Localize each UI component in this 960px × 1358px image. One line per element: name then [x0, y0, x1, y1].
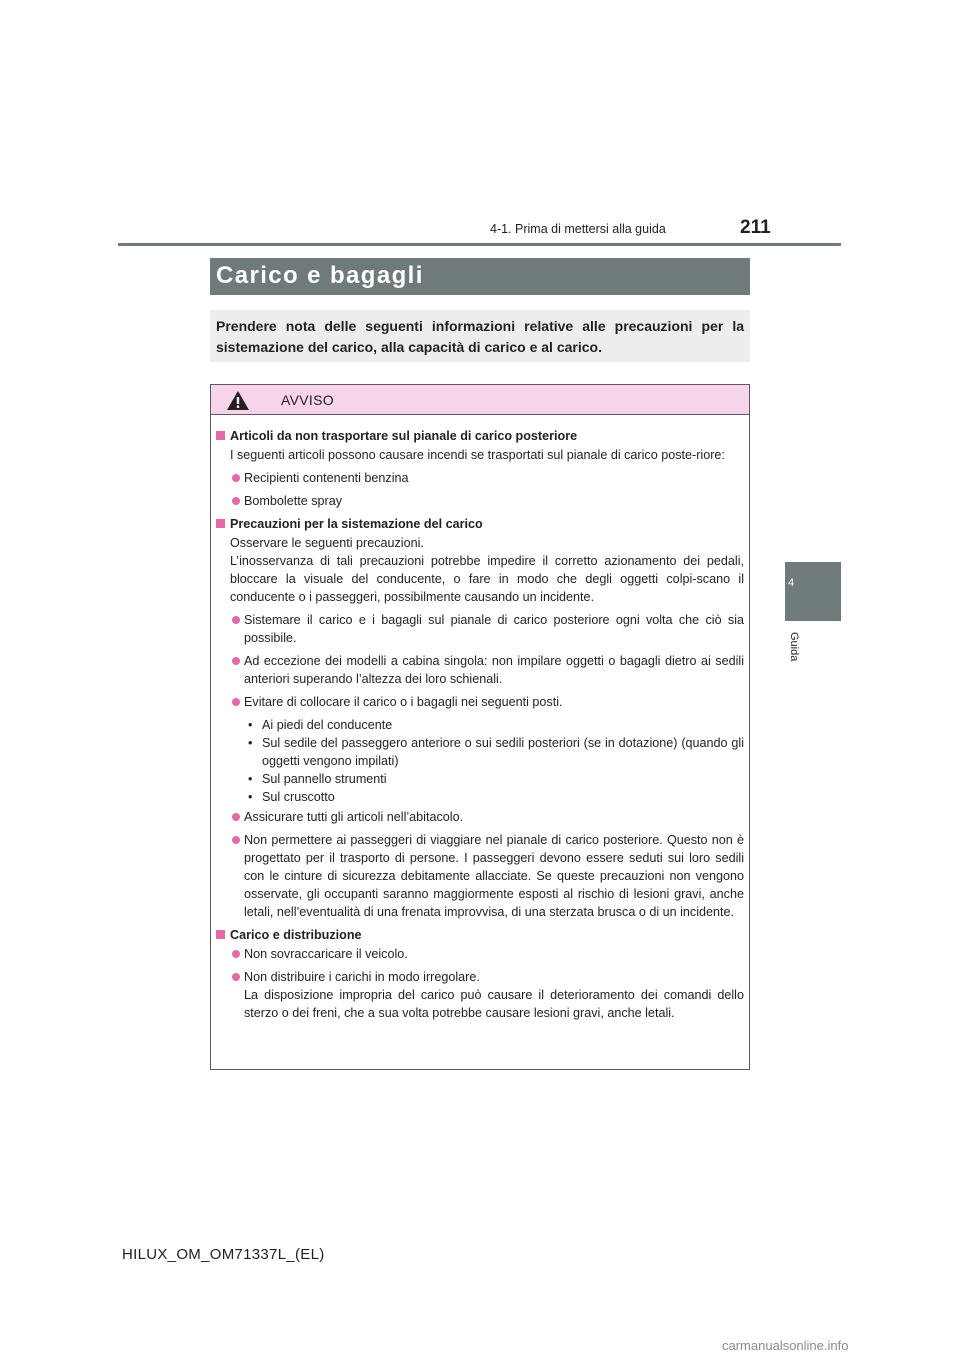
dot-bullet-icon: •: [248, 718, 253, 732]
sub-list-item-text: Sul pannello strumenti: [262, 772, 387, 786]
header-rule: [118, 243, 841, 246]
circle-bullet-icon: [232, 836, 240, 844]
list-item: [216, 945, 744, 963]
list-item-text: Non distribuire i carichi in modo irregolare.: [244, 970, 480, 984]
sub-list: [216, 716, 744, 806]
intro-text: Prendere nota delle seguenti informazioni relative alle precauzioni per la sistemazione del carico, alla capacità di carico e al carico.: [216, 318, 744, 355]
list-item: [216, 611, 744, 647]
sub-list-item: [248, 770, 744, 788]
list-item: [216, 693, 744, 711]
dot-bullet-icon: •: [248, 790, 253, 804]
section-heading-text: Carico e distribuzione: [230, 928, 362, 942]
section-heading-text: Articoli da non trasportare sul pianale di carico posteriore: [230, 429, 578, 443]
circle-bullet-icon: [232, 616, 240, 624]
section-text: Osservare le seguenti precauzioni.: [230, 536, 424, 550]
circle-bullet-icon: [232, 474, 240, 482]
section-heading-text: Precauzioni per la sistemazione del carico: [230, 517, 483, 531]
circle-bullet-icon: [232, 657, 240, 665]
list-item-text: Recipienti contenenti benzina: [244, 471, 409, 485]
square-bullet-icon: [216, 930, 225, 939]
list-item-text: Sistemare il carico e i bagagli sul pianale di carico posteriore ogni volta che ciò sia possibile.: [244, 613, 744, 645]
circle-bullet-icon: [232, 497, 240, 505]
list-item-continuation: La disposizione impropria del carico può causare il deterioramento dei comandi dello sterzo o dei freni, che a sua volta potrebbe causare lesioni gravi, anche letali.: [244, 988, 744, 1020]
section-heading: [216, 427, 744, 445]
list-item-text: Assicurare tutti gli articoli nell’abitacolo.: [244, 810, 464, 824]
warning-title: AVVISO: [281, 392, 334, 408]
list-item-text: Non sovraccaricare il veicolo.: [244, 947, 408, 961]
sub-list-item-text: Sul cruscotto: [262, 790, 335, 804]
dot-bullet-icon: •: [248, 736, 253, 750]
list-item: [216, 968, 744, 986]
sub-list-item: [248, 734, 744, 770]
warning-header: [211, 385, 749, 415]
circle-bullet-icon: [232, 950, 240, 958]
warning-box: [210, 384, 750, 1070]
warning-body: [216, 427, 744, 1027]
page-number: 211: [740, 217, 771, 238]
list-item-text: Non permettere ai passeggeri di viaggiare nel pianale di carico posteriore. Questo non è progettato per il trasporto di persone. I passeggeri devono essere seduti sui loro sedili con le cinture di sicurezza debitamente allacciate. Se queste precauzioni non vengono osservate, gli occupanti saranno maggiormente esposti al rischio di lesioni gravi, anche letali, nell’eventualità di una frenata improvvisa, di una sterzata brusca o di un incidente.: [244, 833, 744, 919]
sub-list-item: [248, 716, 744, 734]
list-item-text: Evitare di collocare il carico o i bagagli nei seguenti posti.: [244, 695, 563, 709]
section-text: L’inosservanza di tali precauzioni potrebbe impedire il corretto azionamento dei pedali, bloccare la visuale del conducente, o fare in modo che degli oggetti colpi-scano il conducente o i passeggeri, possibilmente causando un incidente.: [230, 554, 744, 604]
side-tab: [785, 562, 841, 621]
circle-bullet-icon: [232, 973, 240, 981]
dot-bullet-icon: •: [248, 772, 253, 786]
side-tab-number: 4: [788, 577, 795, 589]
sub-list-item-text: Ai piedi del conducente: [262, 718, 393, 732]
footer-code: HILUX_OM_OM71337L_(EL): [122, 1246, 325, 1263]
section-heading: [216, 926, 744, 944]
list-item: [216, 492, 744, 510]
square-bullet-icon: [216, 431, 225, 440]
title-bar: [210, 258, 750, 295]
list-item-text: Ad eccezione dei modelli a cabina singola: non impilare oggetti o bagagli dietro ai sedili anteriori superando l’altezza dei loro schienali.: [244, 654, 744, 686]
circle-bullet-icon: [232, 698, 240, 706]
warning-icon: [227, 391, 249, 410]
list-item-text: Bombolette spray: [244, 494, 343, 508]
list-item: [216, 808, 744, 826]
section-heading: [216, 515, 744, 533]
sub-list-item-text: Sul sedile del passeggero anteriore o sui sedili posteriori (se in dotazione) (quando gli oggetti vengono impilati): [262, 736, 744, 768]
sub-list-item: [248, 788, 744, 806]
side-tab-label: Guida: [788, 632, 800, 662]
list-item: [216, 652, 744, 688]
page-title: Carico e bagagli: [216, 262, 424, 289]
watermark: carmanualsonline.info: [722, 1338, 849, 1353]
section-text: I seguenti articoli possono causare incendi se trasportati sul pianale di carico poste-riore:: [230, 448, 725, 462]
header-breadcrumb: 4-1. Prima di mettersi alla guida: [490, 222, 666, 236]
square-bullet-icon: [216, 519, 225, 528]
intro-box: [210, 310, 750, 362]
list-item: [216, 469, 744, 487]
circle-bullet-icon: [232, 813, 240, 821]
list-item: [216, 831, 744, 921]
